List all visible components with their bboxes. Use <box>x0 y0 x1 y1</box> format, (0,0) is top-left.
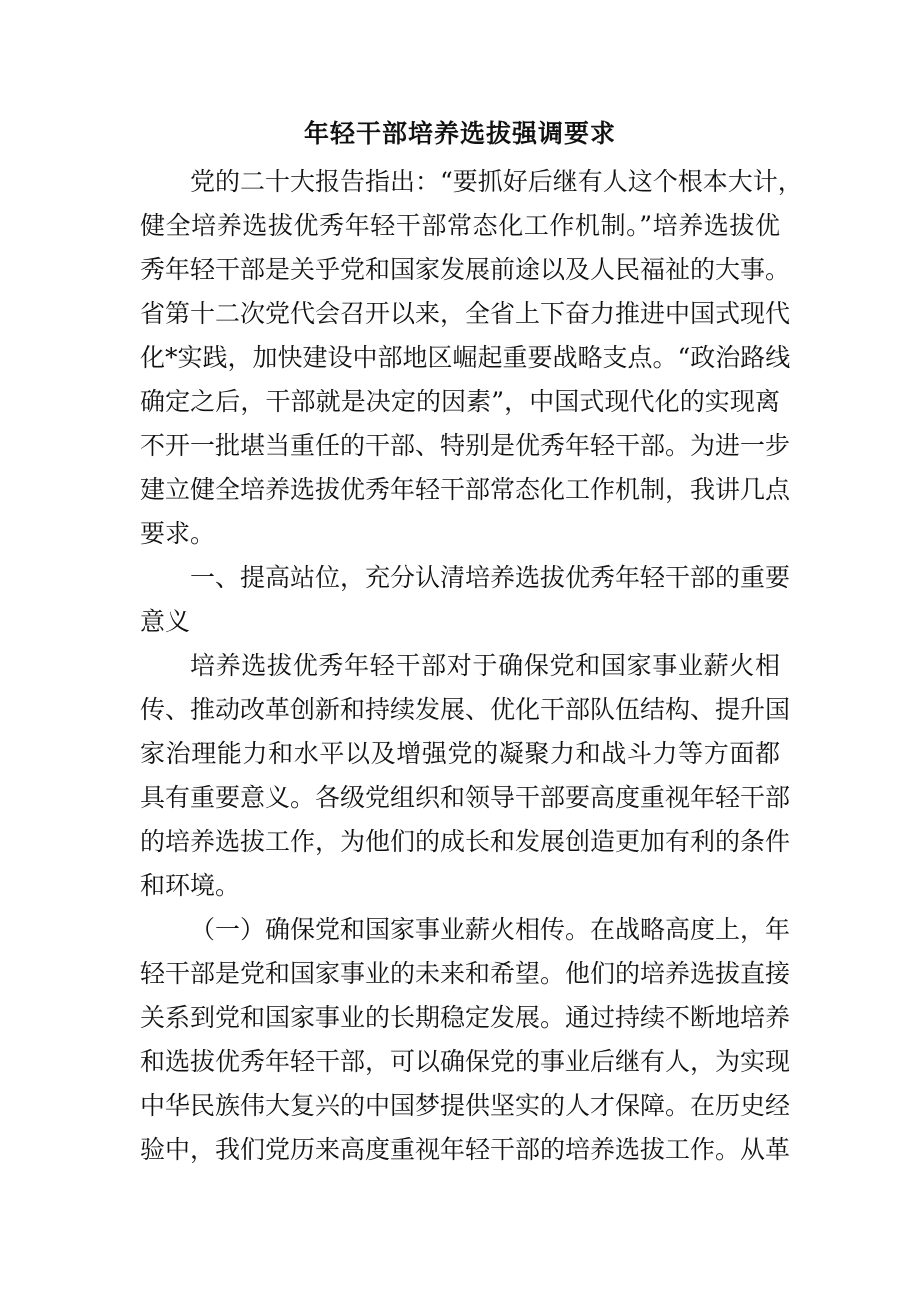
paragraph-line: 验中，我们党历来高度重视年轻干部的培养选拔工作。从革 <box>140 1135 791 1164</box>
paragraph-line: 化*实践，加快建设中部地区崛起重要战略支点。“政治路线 <box>140 343 791 372</box>
paragraph-line: 家治理能力和水平以及增强党的凝聚力和战斗力等方面都 <box>140 739 780 768</box>
paragraph-line: 党的二十大报告指出：“要抓好后继有人这个根本大计， <box>190 167 803 196</box>
paragraph-line: （一）确保党和国家事业薪火相传。在战略高度上，年 <box>190 915 791 944</box>
paragraph-line: 具有重要意义。各级党组织和领导干部要高度重视年轻干部 <box>140 783 791 812</box>
paragraph-line: 秀年轻干部是关乎党和国家发展前途以及人民福祉的大事。 <box>140 255 791 284</box>
section-heading-line: 一、提高站位，充分认清培养选拔优秀年轻干部的重要 <box>190 563 791 592</box>
section-heading-line: 意义 <box>140 607 191 636</box>
paragraph-line: 中华民族伟大复兴的中国梦提供坚实的人才保障。在历史经 <box>140 1091 791 1120</box>
document-body <box>140 160 803 1172</box>
paragraph-line: 培养选拔优秀年轻干部对于确保党和国家事业薪火相 <box>190 651 780 680</box>
paragraph-line: 的培养选拔工作，为他们的成长和发展创造更加有利的条件 <box>140 827 791 856</box>
paragraph-line: 不开一批堪当重任的干部、特别是优秀年轻干部。为进一步 <box>140 431 791 460</box>
paragraph-line: 确定之后，干部就是决定的因素”，中国式现代化的实现离 <box>140 387 780 416</box>
paragraph-line: 和环境。 <box>140 871 241 900</box>
document-title: 年轻干部培养选拔强调要求 <box>303 119 616 148</box>
paragraph-line: 健全培养选拔优秀年轻干部常态化工作机制。”培养选拔优 <box>140 211 780 240</box>
paragraph-line: 传、推动改革创新和持续发展、优化干部队伍结构、提升国 <box>140 695 791 724</box>
paragraph-line: 建立健全培养选拔优秀年轻干部常态化工作机制，我讲几点 <box>140 475 791 504</box>
paragraph-line: 轻干部是党和国家事业的未来和希望。他们的培养选拔直接 <box>140 959 791 988</box>
paragraph-line: 关系到党和国家事业的长期稳定发展。通过持续不断地培养 <box>140 1003 791 1032</box>
paragraph-line: 要求。 <box>140 519 216 548</box>
paragraph-line: 和选拔优秀年轻干部，可以确保党的事业后继有人，为实现 <box>140 1047 791 1076</box>
paragraph-line: 省第十二次党代会召开以来，全省上下奋力推进中国式现代 <box>140 299 791 328</box>
